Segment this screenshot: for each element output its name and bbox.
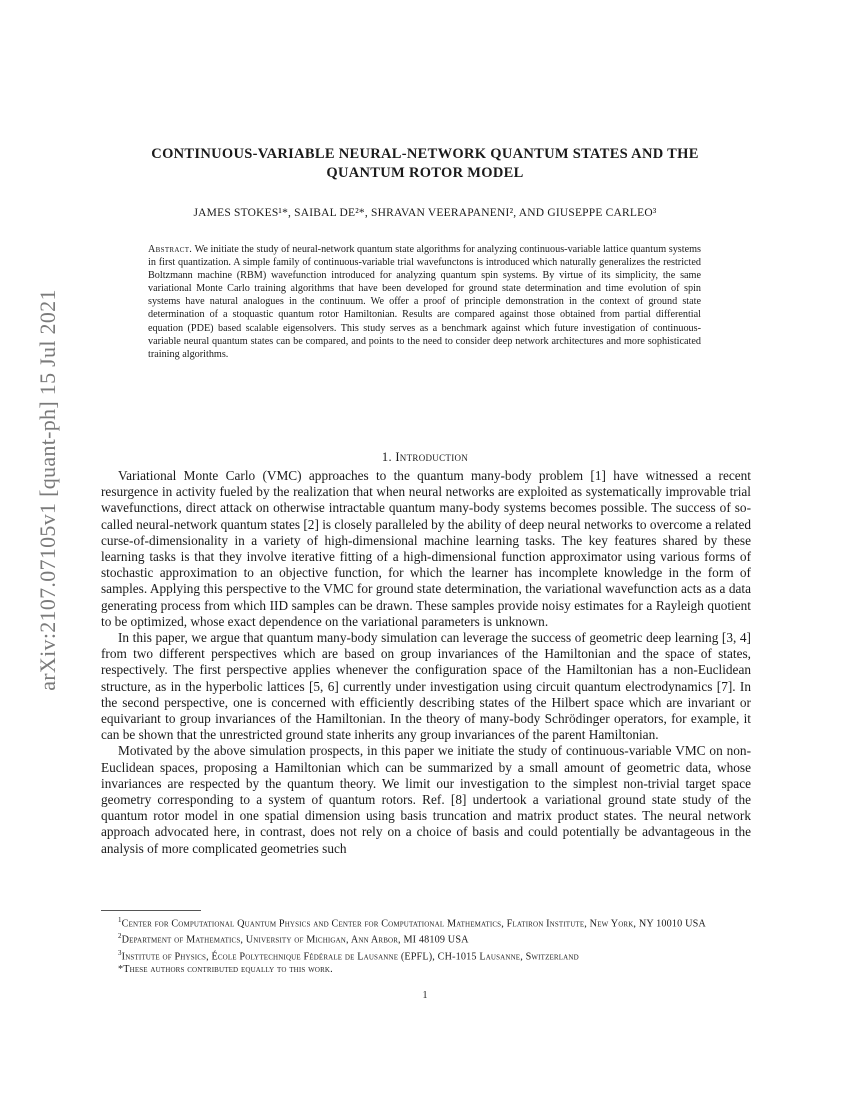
footnote-text: Department of Mathematics, University of Michigan, Ann Arbor, MI 48109 USA [121, 934, 469, 946]
arxiv-identifier-text: arXiv:2107.07105v1 [quant-ph] 15 Jul 2021 [35, 289, 60, 691]
footnote-mark: 3 [118, 948, 122, 957]
paper-title-line-2: QUANTUM ROTOR MODEL [326, 165, 524, 181]
footnote-text: Institute of Physics, École Polytechnique Fédérale de Lausanne (EPFL), CH-1015 Lausanne, Switzerland [121, 951, 579, 963]
footnote-affiliation [101, 930, 751, 946]
paragraph: In this paper, we argue that quantum many-body simulation can leverage the success of geometric deep learning [3, 4] from two different perspectives which are based on group invariances of the Hamiltonian and the space of states, respectively. The first perspective applies whenever the configuration space of the Hamiltonian has a non-Euclidean structure, as in the hyperbolic lattices [5, 6] currently under investigation using circuit quantum electrodynamics [7]. In the second perspective, one is concerned with efficiently describing states of the Hilbert space which are invariant or equivariant to group invariances of the Hamiltonian. In the theory of many-body Schrödinger operators, for example, it can be shown that the unrestricted ground state inherits any group invariances of the parent Hamiltonian. [101, 630, 751, 743]
footnote-equal-contribution [101, 963, 751, 976]
section-number: 1. [381, 450, 392, 464]
section-heading [100, 450, 750, 465]
page-number: 1 [422, 990, 428, 1001]
footnote-affiliation [101, 914, 751, 930]
abstract [148, 243, 701, 361]
arxiv-identifier-stamp [35, 289, 60, 691]
footnote-mark: 2 [118, 932, 122, 941]
body-text [101, 468, 751, 857]
paragraph: Motivated by the above simulation prospects, in this paper we initiate the study of continuous-variable VMC on non-Euclidean spaces, proposing a Hamiltonian which can be summarized by a small amount of geometric data, whose invariances are respected by the quantum theory. We limit our investigation to the simplest non-trivial target space geometry corresponding to a system of quantum rotors. Ref. [8] undertook a variational ground state study of the quantum rotor model in one spatial dimension using basis truncation and matrix product states. The neural network approach advocated here, in contrast, does not rely on a choice of basis and could potentially be advantageous in the analysis of more complicated geometries such [101, 743, 751, 856]
footnote-text: These authors contributed equally to this work. [123, 964, 333, 976]
paper-title [100, 145, 750, 183]
footnote-text: Center for Computational Quantum Physics and Center for Computational Mathematics, Flatiron Institute, New York, NY 10010 USA [121, 918, 706, 930]
section-title: Introduction [395, 450, 469, 464]
paper-title-line-1: CONTINUOUS-VARIABLE NEURAL-NETWORK QUANTUM STATES AND THE [151, 146, 699, 162]
author-list: JAMES STOKES¹*, SAIBAL DE²*, SHRAVAN VEERAPANENI², AND GIUSEPPE CARLEO³ [193, 207, 657, 219]
footnote-affiliation [101, 947, 751, 963]
footnotes [101, 914, 751, 976]
footnote-mark: 1 [118, 916, 122, 924]
abstract-label: Abstract. [148, 244, 193, 255]
paragraph: Variational Monte Carlo (VMC) approaches to the quantum many-body problem [1] have witnessed a recent resurgence in activity fueled by the realization that when neural networks are exploited as systematically improvable trial wavefunctions, direct attack on otherwise intractable quantum many-body systems becomes possible. The success of so-called neural-network quantum states [2] is closely paralleled by the ability of deep neural networks to overcome a related curse-of-dimensionality in a variety of high-dimensional machine learning tasks. The key features shared by these learning tasks is that they involve iterative fitting of a high-dimensional function approximator using various forms of stochastic approximation to an objective function, for which the learner has incomplete knowledge in the form of samples. Applying this perspective to the VMC for ground state determination, the variational wavefunction acts as a data generating process from which IID samples can be drawn. These samples provide noisy estimates for a Rayleigh quotient to be optimized, whose exact dependence on the variational parameters is unknown. [101, 468, 751, 629]
footnote-mark: * [118, 964, 124, 976]
abstract-text: We initiate the study of neural-network quantum state algorithms for analyzing continuous-variable lattice quantum systems in first quantization. A simple family of continuous-variable trial wavefunctons is introduced which naturally generalizes the restricted Boltzmann machine (RBM) wavefunction introduced for analyzing quantum spin systems. By virtue of its simplicity, the same variational Monte Carlo training algorithms that have been developed for ground state determination and time evolution of spin systems have natural analogues in the continuum. We offer a proof of principle demonstration in the context of ground state determination of a stoquastic quantum rotor Hamiltonian. Results are compared against those obtained from partial differential equation (PDE) based scalable eigensolvers. This study serves as a benchmark against which future investigation of continuous-variable neural quantum states can be compared, and points to the need to consider deep network architectures and more sophisticated training algorithms. [148, 244, 701, 360]
footnote-divider [101, 910, 201, 911]
